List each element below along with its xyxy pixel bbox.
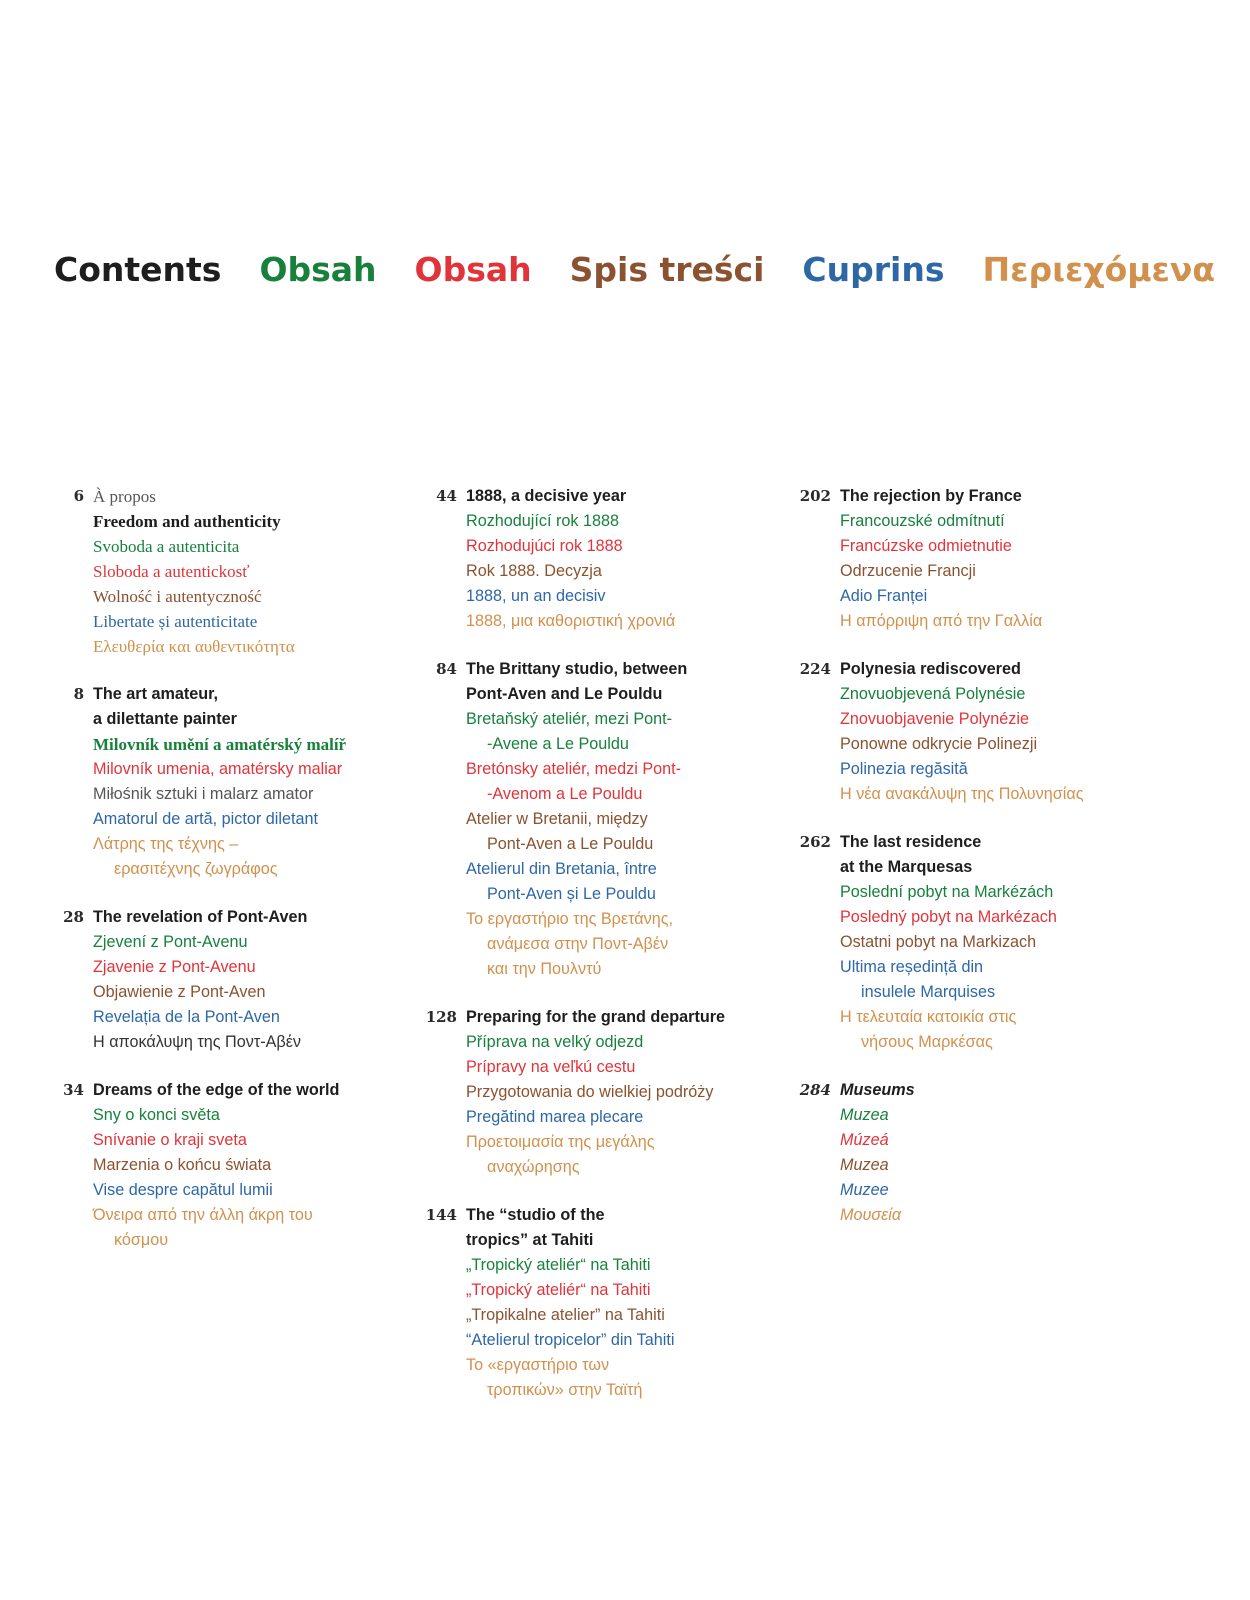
entry-title-ro: Pregătind marea plecare xyxy=(466,1108,644,1126)
heading-polish: Spis treści xyxy=(569,250,765,289)
entry-title-sk: Zjavenie z Pont-Avenu xyxy=(93,958,256,976)
entry-title-en: The Brittany studio, between xyxy=(466,660,688,678)
heading-slovak: Obsah xyxy=(414,250,532,289)
page-number: 6 xyxy=(73,487,84,505)
entry-title-en: Dreams of the edge of the world xyxy=(93,1081,340,1099)
entry-title-sk-cont: -Avenom a Le Pouldu xyxy=(487,785,643,803)
toc-entry-polynesia[interactable] xyxy=(798,657,1158,807)
entry-title-cs: Zjevení z Pont-Avenu xyxy=(93,933,248,951)
entry-title-ro: 1888, un an decisiv xyxy=(466,587,606,605)
entry-title-ro: Ultima reședință din xyxy=(840,958,984,976)
entry-title-cs: Bretaňský ateliér, mezi Pont- xyxy=(466,710,673,728)
entry-title-el-cont: νήσους Μαρκέσας xyxy=(861,1033,993,1051)
entry-title-cs: Poslední pobyt na Markézách xyxy=(840,883,1054,901)
entry-title-en-cont: at the Marquesas xyxy=(840,858,973,876)
contents-header xyxy=(54,250,1215,289)
entry-title-sk: Milovník umenia, amatérsky maliar xyxy=(93,760,343,778)
entry-title-el: Όνειρα από την άλλη άκρη του xyxy=(93,1206,313,1224)
entry-title-sk: „Tropický ateliér“ na Tahiti xyxy=(466,1281,651,1299)
page-number: 144 xyxy=(425,1206,457,1224)
heading-greek: Περιεχόμενα xyxy=(982,250,1216,289)
entry-title-el-cont: ανάμεσα στην Ποντ-Αβέν xyxy=(487,935,669,953)
toc-entry-1888[interactable] xyxy=(424,484,784,634)
entry-title-pl: Ostatni pobyt na Markizach xyxy=(840,933,1037,951)
entry-title-en: The revelation of Pont-Aven xyxy=(93,908,308,926)
entry-title-en: 1888, a decisive year xyxy=(466,487,627,505)
page-number: 262 xyxy=(799,833,831,851)
page-number: 44 xyxy=(436,487,457,505)
entry-title-pl: Wolność i autentyczność xyxy=(93,587,262,606)
toc-entry-marquesas[interactable] xyxy=(798,830,1158,1055)
entry-title-ro: Polinezia regăsită xyxy=(840,760,968,778)
entry-title-en-cont: Pont-Aven and Le Pouldu xyxy=(466,685,663,703)
entry-title-cs: Příprava na velký odjezd xyxy=(466,1033,644,1051)
entry-title-ro-cont: insulele Marquises xyxy=(861,983,996,1001)
entry-title-el-cont: τροπικών» στην Ταϊτή xyxy=(487,1381,643,1399)
entry-title-en: Polynesia rediscovered xyxy=(840,660,1021,678)
entry-title-ro: “Atelierul tropicelor” din Tahiti xyxy=(466,1331,675,1349)
page-number: 34 xyxy=(63,1081,84,1099)
entry-title-ro: Libertate și autenticitate xyxy=(93,612,258,631)
entry-title-pl: Objawienie z Pont-Aven xyxy=(93,983,266,1001)
entry-title-en: Freedom and authenticity xyxy=(93,512,281,531)
entry-title-en-cont: tropics” at Tahiti xyxy=(466,1231,594,1249)
entry-title-cs: Svoboda a autenticita xyxy=(93,537,240,556)
entry-title-en: Preparing for the grand departure xyxy=(466,1008,726,1026)
entry-title-cs: Francouzské odmítnutí xyxy=(840,512,1005,530)
entry-title-sk: Znovuobjavenie Polynézie xyxy=(840,710,1029,728)
entry-title-cs: Znovuobjevená Polynésie xyxy=(840,685,1026,703)
entry-title-cs-cont: -Avene a Le Pouldu xyxy=(487,735,629,753)
toc-entry-apropos[interactable] xyxy=(54,484,384,659)
page-number: 224 xyxy=(799,660,831,678)
toc-entry-tahiti-studio[interactable] xyxy=(424,1203,784,1403)
toc-entry-pont-aven[interactable] xyxy=(54,905,384,1055)
entry-title-el-cont: κόσμου xyxy=(114,1231,169,1249)
toc-entry-brittany-studio[interactable] xyxy=(424,657,784,982)
entry-title-el: Λάτρης της τέχνης – xyxy=(93,835,239,853)
entry-title-pl: Atelier w Bretanii, między xyxy=(466,810,648,828)
toc-entry-grand-departure[interactable] xyxy=(424,1005,784,1180)
page-number: 84 xyxy=(436,660,457,678)
entry-title-sk: Bretónsky ateliér, medzi Pont- xyxy=(466,760,682,778)
entry-title-el: Το εργαστήριο της Βρετάνης, xyxy=(466,910,674,928)
entry-title-en: The rejection by France xyxy=(840,487,1022,505)
entry-title-el: Μουσεία xyxy=(840,1206,902,1224)
entry-title-pl: „Tropikalne atelier” na Tahiti xyxy=(466,1306,665,1324)
page-number: 28 xyxy=(63,908,84,926)
entry-title-pl: Ponowne odkrycie Polinezji xyxy=(840,735,1038,753)
entry-title-sk: Múzeá xyxy=(840,1131,889,1149)
toc-column-1 xyxy=(54,484,384,1276)
entry-title-sk: Posledný pobyt na Markézach xyxy=(840,908,1057,926)
entry-title-pl: Przygotowania do wielkiej podróży xyxy=(466,1083,714,1101)
entry-title-el: Προετοιμασία της μεγάλης xyxy=(466,1133,655,1151)
entry-title-ro-cont: Pont-Aven și Le Pouldu xyxy=(487,885,656,903)
entry-title-el: 1888, μια καθοριστική χρονιά xyxy=(466,612,676,630)
entry-title-cs: Milovník umění a amatérský malíř xyxy=(93,735,347,754)
entry-title-el-cont: αναχώρησης xyxy=(487,1158,580,1176)
toc-entry-museums[interactable] xyxy=(798,1078,1158,1228)
entry-title-sk: Prípravy na veľkú cestu xyxy=(466,1058,636,1076)
page-number: 128 xyxy=(425,1008,457,1026)
entry-title-el: Η αποκάλυψη της Ποντ-Αβέν xyxy=(93,1033,302,1051)
entry-title-sk: Francúzske odmietnutie xyxy=(840,537,1012,555)
entry-title-ro: Atelierul din Bretania, între xyxy=(466,860,657,878)
toc-column-3 xyxy=(798,484,1158,1251)
entry-label: À propos xyxy=(93,487,156,506)
entry-title-ro: Revelația de la Pont-Aven xyxy=(93,1008,280,1026)
entry-title-el: Η τελευταία κατοικία στις xyxy=(840,1008,1017,1026)
entry-title-cs: Rozhodující rok 1888 xyxy=(466,512,619,530)
entry-title-pl: Marzenia o końcu świata xyxy=(93,1156,272,1174)
toc-column-2 xyxy=(424,484,784,1426)
page-number: 202 xyxy=(799,487,831,505)
entry-title-cs: Sny o konci světa xyxy=(93,1106,220,1124)
entry-title-el: Η νέα ανακάλυψη της Πολυνησίας xyxy=(840,785,1084,803)
entry-title-el-cont: ερασιτέχνης ζωγράφος xyxy=(114,860,278,878)
entry-title-ro: Muzee xyxy=(840,1181,889,1199)
entry-title-sk: Snívanie o kraji sveta xyxy=(93,1131,247,1149)
toc-entry-dreams[interactable] xyxy=(54,1078,384,1253)
toc-entry-rejection[interactable] xyxy=(798,484,1158,634)
heading-romanian: Cuprins xyxy=(802,250,945,289)
toc-entry-art-amateur[interactable] xyxy=(54,682,384,882)
entry-title-ro: Adio Franței xyxy=(840,587,928,605)
entry-title-pl: Odrzucenie Francji xyxy=(840,562,976,580)
entry-title-pl-cont: Pont-Aven a Le Pouldu xyxy=(487,835,654,853)
entry-title-sk: Sloboda a autentickosť xyxy=(93,562,250,581)
entry-title-ro: Vise despre capătul lumii xyxy=(93,1181,273,1199)
entry-title-en-cont: a dilettante painter xyxy=(93,710,237,728)
entry-title-cs: Muzea xyxy=(840,1106,889,1124)
entry-title-cs: „Tropický ateliér“ na Tahiti xyxy=(466,1256,651,1274)
page-number: 284 xyxy=(799,1081,831,1099)
entry-title-pl: Miłośnik sztuki i malarz amator xyxy=(93,785,314,803)
entry-title-el: Ελευθερία και αυθεντικότητα xyxy=(93,637,295,656)
entry-title-en: Museums xyxy=(840,1081,915,1099)
entry-title-el: Το «εργαστήριο των xyxy=(466,1356,610,1374)
entry-title-pl: Rok 1888. Decyzja xyxy=(466,562,602,580)
entry-title-en: The art amateur, xyxy=(93,685,219,703)
entry-title-sk: Rozhodujúci rok 1888 xyxy=(466,537,623,555)
page-number: 8 xyxy=(73,685,84,703)
entry-title-en: The “studio of the xyxy=(466,1206,605,1224)
entry-title-ro: Amatorul de artă, pictor diletant xyxy=(93,810,318,828)
heading-czech: Obsah xyxy=(259,250,377,289)
heading-english: Contents xyxy=(54,250,222,289)
entry-title-el-cont2: και την Πουλντύ xyxy=(487,960,602,978)
entry-title-pl: Muzea xyxy=(840,1156,889,1174)
entry-title-el: Η απόρριψη από την Γαλλία xyxy=(840,612,1043,630)
entry-title-en: The last residence xyxy=(840,833,982,851)
